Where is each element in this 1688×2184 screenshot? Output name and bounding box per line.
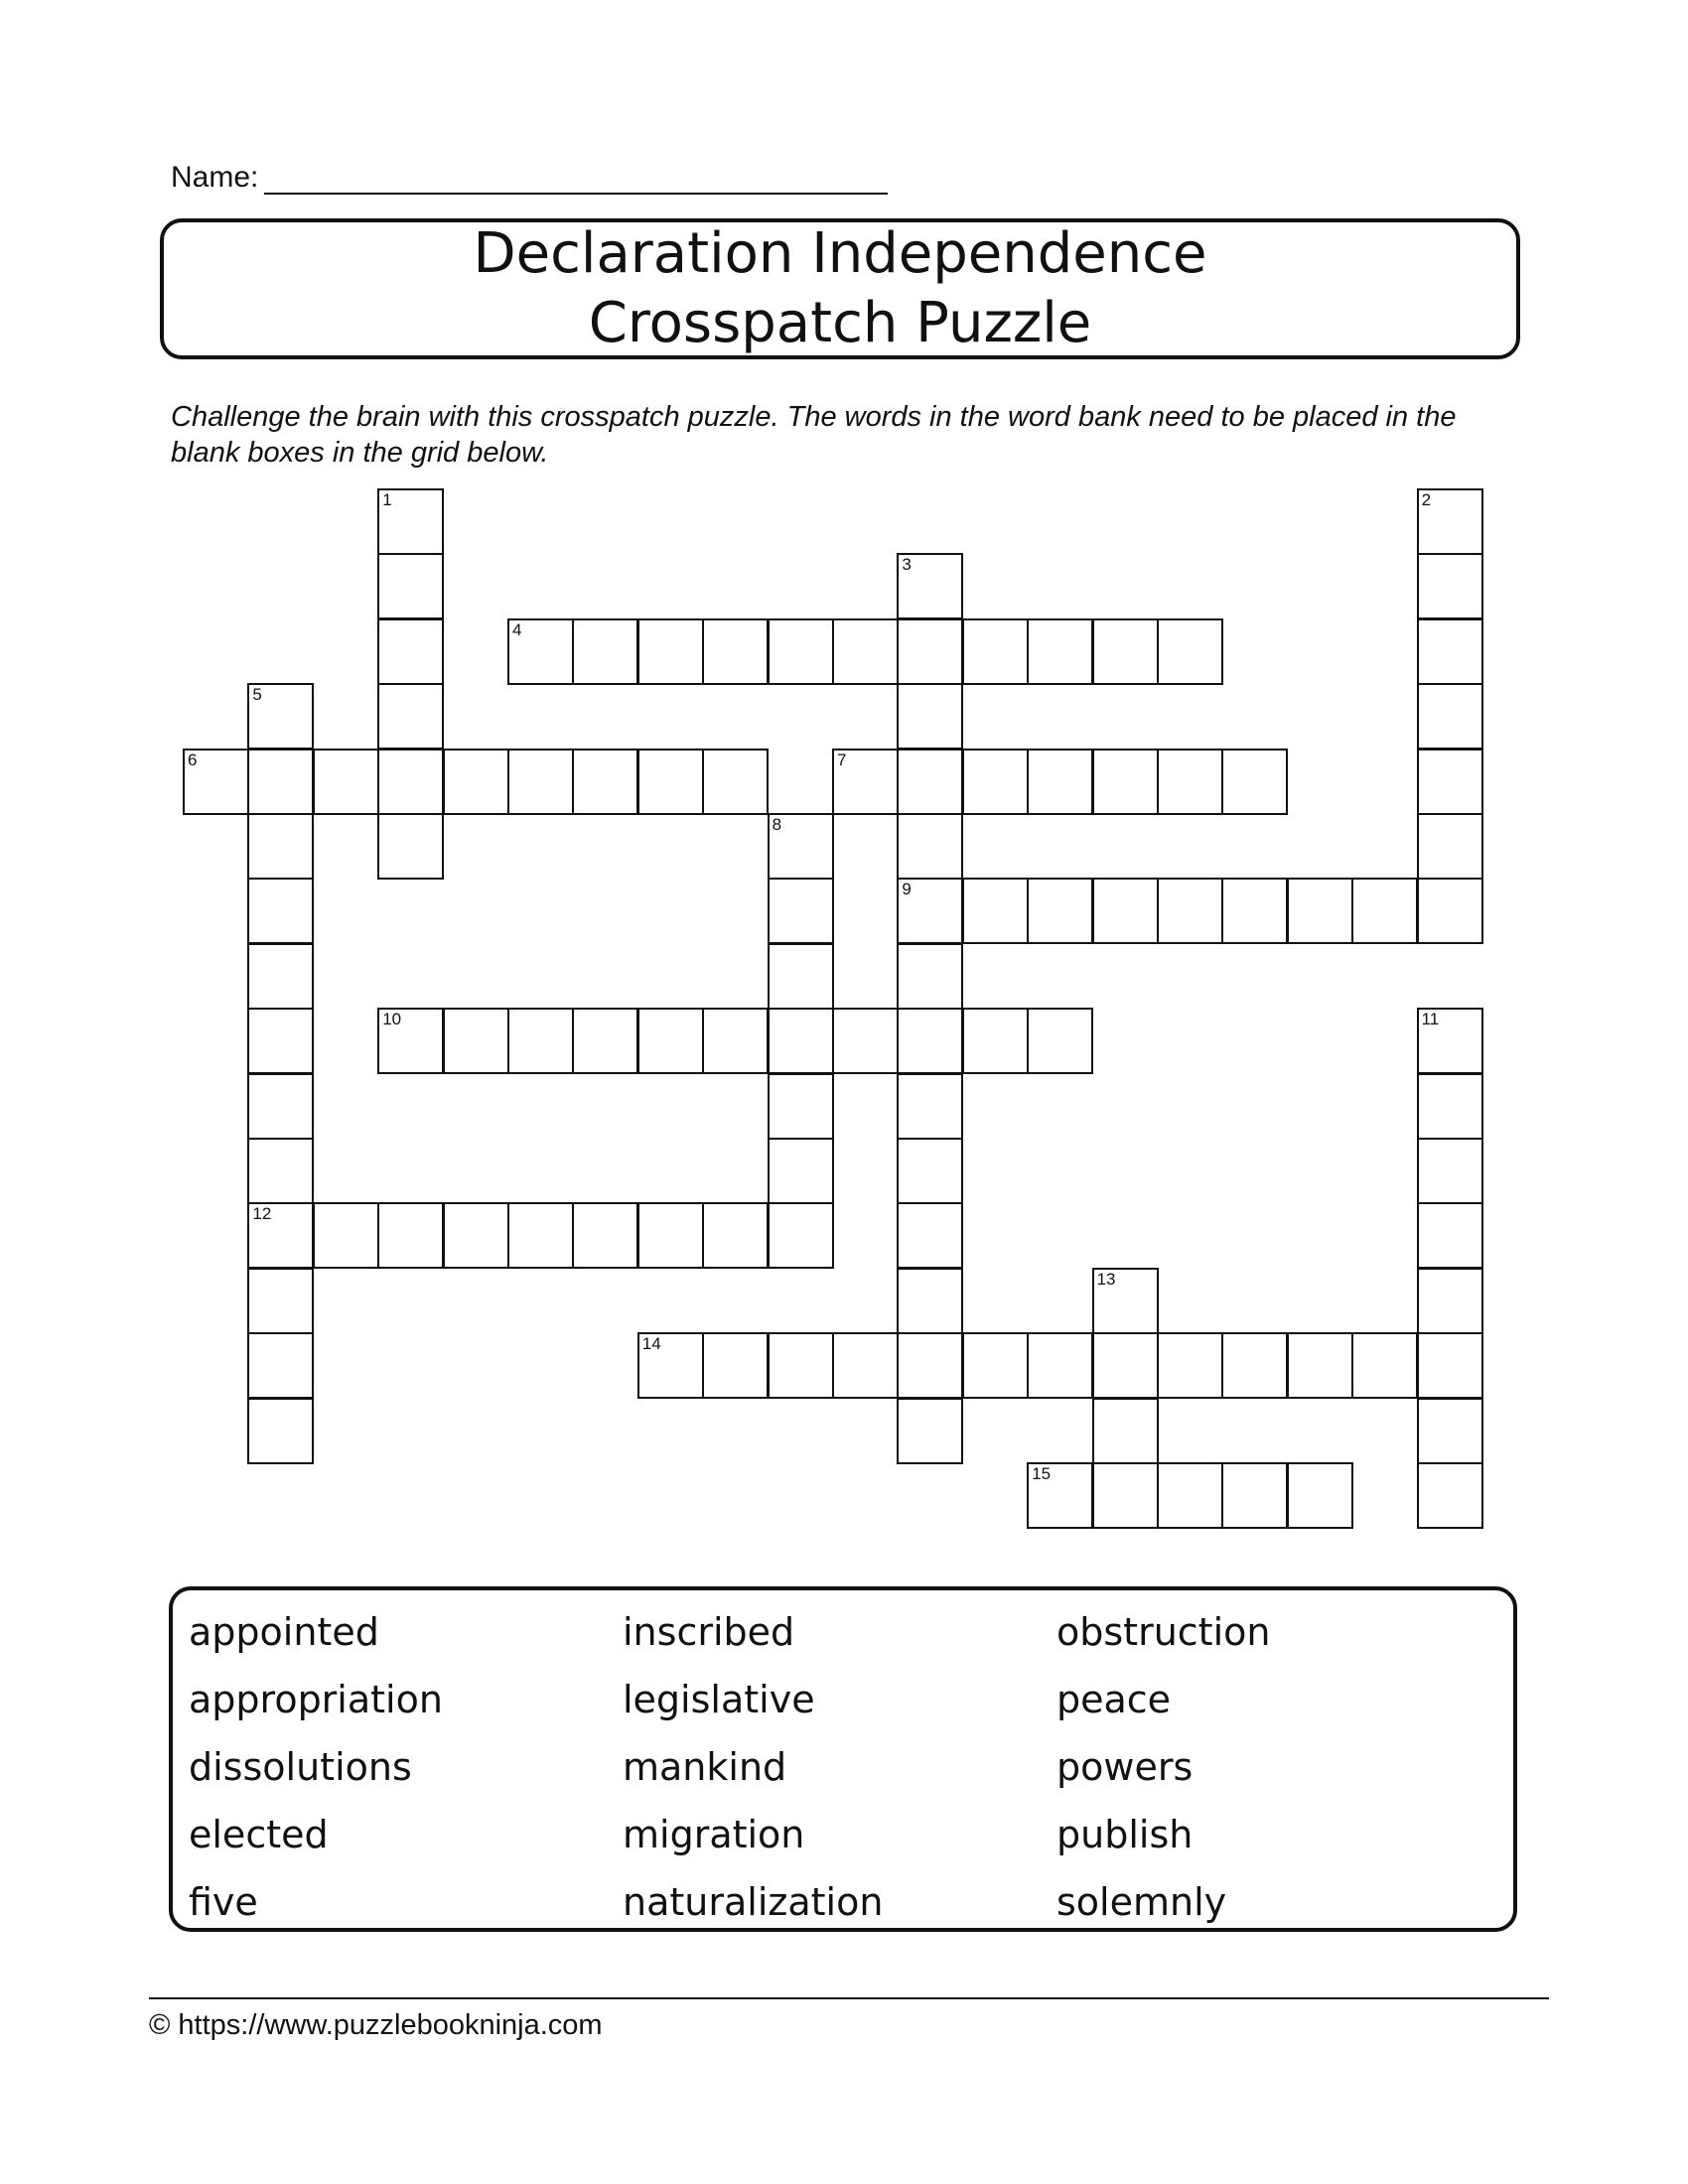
grid-cell[interactable] <box>247 943 314 1010</box>
grid-cell[interactable] <box>247 1268 314 1334</box>
clue-number: 3 <box>902 555 912 575</box>
grid-cell[interactable] <box>572 749 638 815</box>
title-line-2: Crosspatch Puzzle <box>588 291 1092 355</box>
word-bank-item: solemnly <box>1056 1880 1227 1924</box>
grid-cell[interactable] <box>832 618 899 685</box>
grid-cell[interactable] <box>1417 1332 1483 1399</box>
grid-cell[interactable] <box>377 488 444 555</box>
grid-cell[interactable] <box>1287 1462 1353 1529</box>
grid-cell[interactable] <box>1027 618 1093 685</box>
grid-cell[interactable] <box>1287 1332 1353 1399</box>
grid-cell[interactable] <box>1221 1332 1288 1399</box>
grid-cell[interactable] <box>247 1138 314 1204</box>
word-bank-item: appointed <box>189 1610 379 1654</box>
grid-cell[interactable] <box>832 1008 899 1074</box>
clue-number: 2 <box>1421 490 1432 509</box>
grid-cell[interactable] <box>507 1202 574 1269</box>
grid-cell[interactable] <box>572 618 638 685</box>
clue-number: 1 <box>382 490 392 509</box>
grid-cell[interactable] <box>702 1332 769 1399</box>
grid-cell[interactable] <box>897 1398 963 1464</box>
clue-number: 9 <box>902 880 912 899</box>
grid-cell[interactable] <box>247 1202 314 1269</box>
word-bank-item: naturalization <box>623 1880 884 1924</box>
grid-cell[interactable] <box>247 749 314 815</box>
grid-cell[interactable] <box>572 1202 638 1269</box>
grid-cell[interactable] <box>1027 1332 1093 1399</box>
grid-cell[interactable] <box>1417 878 1483 944</box>
grid-cell[interactable] <box>637 749 704 815</box>
grid-cell[interactable] <box>443 749 509 815</box>
grid-cell[interactable] <box>637 1202 704 1269</box>
grid-cell[interactable] <box>1417 1073 1483 1140</box>
grid-cell[interactable] <box>832 1332 899 1399</box>
word-bank-item: appropriation <box>189 1678 443 1721</box>
grid-cell[interactable] <box>1221 1462 1288 1529</box>
grid-cell[interactable] <box>702 1008 769 1074</box>
grid-cell[interactable] <box>313 749 379 815</box>
word-bank-item: obstruction <box>1056 1610 1271 1654</box>
grid-cell[interactable] <box>377 749 444 815</box>
word-bank-column-1 <box>189 1598 443 1936</box>
grid-cell[interactable] <box>637 1008 704 1074</box>
grid-cell[interactable] <box>507 618 574 685</box>
grid-cell[interactable] <box>247 683 314 750</box>
grid-cell[interactable] <box>247 1398 314 1464</box>
grid-cell[interactable] <box>702 749 769 815</box>
grid-cell[interactable] <box>1417 618 1483 685</box>
grid-cell[interactable] <box>768 1202 834 1269</box>
grid-cell[interactable] <box>897 749 963 815</box>
word-bank-item: legislative <box>623 1678 815 1721</box>
grid-cell[interactable] <box>443 1008 509 1074</box>
grid-cell[interactable] <box>702 618 769 685</box>
clue-number: 14 <box>641 1334 661 1354</box>
word-bank-item: peace <box>1056 1678 1172 1721</box>
grid-cell[interactable] <box>247 878 314 944</box>
word-bank-column-3 <box>1056 1598 1270 1936</box>
grid-cell[interactable] <box>1417 683 1483 750</box>
grid-cell[interactable] <box>768 618 834 685</box>
grid-cell[interactable] <box>1027 1008 1093 1074</box>
clue-number: 4 <box>512 619 522 639</box>
grid-cell[interactable] <box>1417 1462 1483 1529</box>
grid-cell[interactable] <box>1417 813 1483 880</box>
grid-cell[interactable] <box>1287 878 1353 944</box>
grid-cell[interactable] <box>377 1202 444 1269</box>
grid-cell[interactable] <box>897 943 963 1010</box>
grid-cell[interactable] <box>897 1268 963 1334</box>
name-label: Name: <box>171 161 259 194</box>
clue-number: 13 <box>1096 1269 1116 1289</box>
grid-cell[interactable] <box>768 1008 834 1074</box>
grid-cell[interactable] <box>768 813 834 880</box>
grid-cell[interactable] <box>377 813 444 880</box>
grid-cell[interactable] <box>637 1332 704 1399</box>
grid-cell[interactable] <box>313 1202 379 1269</box>
grid-cell[interactable] <box>897 1073 963 1140</box>
grid-cell[interactable] <box>247 1008 314 1074</box>
clue-number: 11 <box>1421 1010 1440 1029</box>
name-field[interactable] <box>171 161 888 195</box>
grid-cell[interactable] <box>1417 488 1483 555</box>
title-line-1: Declaration Independence <box>473 221 1207 286</box>
grid-cell[interactable] <box>1092 618 1159 685</box>
grid-cell[interactable] <box>897 553 963 619</box>
grid-cell[interactable] <box>377 618 444 685</box>
grid-cell[interactable] <box>377 553 444 619</box>
clue-number: 6 <box>188 750 198 769</box>
grid-cell[interactable] <box>1157 618 1223 685</box>
grid-cell[interactable] <box>1092 878 1159 944</box>
grid-cell[interactable] <box>897 1008 963 1074</box>
grid-cell[interactable] <box>1092 1462 1159 1529</box>
grid-cell[interactable] <box>1157 1462 1223 1529</box>
grid-cell[interactable] <box>443 1202 509 1269</box>
grid-cell[interactable] <box>572 1008 638 1074</box>
grid-cell[interactable] <box>897 1138 963 1204</box>
grid-cell[interactable] <box>1092 1332 1159 1399</box>
grid-cell[interactable] <box>1351 878 1418 944</box>
grid-cell[interactable] <box>247 1332 314 1399</box>
word-bank-item: elected <box>189 1813 329 1856</box>
grid-cell[interactable] <box>1417 749 1483 815</box>
grid-cell[interactable] <box>768 1073 834 1140</box>
grid-cell[interactable] <box>247 1073 314 1140</box>
grid-cell[interactable] <box>1221 749 1288 815</box>
grid-cell[interactable] <box>768 943 834 1010</box>
clue-number: 12 <box>252 1204 272 1224</box>
grid-cell[interactable] <box>768 1138 834 1204</box>
grid-cell[interactable] <box>507 1008 574 1074</box>
word-bank-column-2 <box>623 1598 883 1936</box>
grid-cell[interactable] <box>1027 878 1093 944</box>
grid-cell[interactable] <box>183 749 249 815</box>
grid-cell[interactable] <box>962 878 1029 944</box>
footer-divider <box>149 1997 1549 1999</box>
clue-number: 7 <box>837 750 847 769</box>
grid-cell[interactable] <box>637 618 704 685</box>
word-bank-item: powers <box>1056 1745 1194 1789</box>
clue-number: 15 <box>1032 1464 1052 1483</box>
word-bank-item: publish <box>1056 1813 1194 1856</box>
grid-cell[interactable] <box>377 683 444 750</box>
grid-cell[interactable] <box>1157 749 1223 815</box>
clue-number: 5 <box>252 685 262 705</box>
grid-cell[interactable] <box>897 1202 963 1269</box>
grid-cell[interactable] <box>1417 1268 1483 1334</box>
grid-cell[interactable] <box>768 1332 834 1399</box>
grid-cell[interactable] <box>897 813 963 880</box>
grid-cell[interactable] <box>1157 1332 1223 1399</box>
grid-cell[interactable] <box>1221 878 1288 944</box>
grid-cell[interactable] <box>1027 749 1093 815</box>
grid-cell[interactable] <box>962 1332 1029 1399</box>
grid-cell[interactable] <box>1417 553 1483 619</box>
word-bank-item: mankind <box>623 1745 787 1789</box>
grid-cell[interactable] <box>1417 1008 1483 1074</box>
grid-cell[interactable] <box>1417 1138 1483 1204</box>
word-bank-item: dissolutions <box>189 1745 412 1789</box>
grid-cell[interactable] <box>832 749 899 815</box>
grid-cell[interactable] <box>897 683 963 750</box>
grid-cell[interactable] <box>1417 1202 1483 1269</box>
grid-cell[interactable] <box>897 618 963 685</box>
clue-number: 8 <box>772 815 782 834</box>
grid-cell[interactable] <box>897 878 963 944</box>
grid-cell[interactable] <box>1157 878 1223 944</box>
grid-cell[interactable] <box>1351 1332 1418 1399</box>
grid-cell[interactable] <box>247 813 314 880</box>
word-bank-item: inscribed <box>623 1610 795 1654</box>
footer-copyright: © https://www.puzzlebookninja.com <box>149 2009 603 2041</box>
grid-cell[interactable] <box>702 1202 769 1269</box>
instructions: Challenge the brain with this crosspatch puzzle. The words in the word bank need to be placed in the blank boxes in the grid below. <box>171 401 1457 469</box>
grid-cell[interactable] <box>1092 749 1159 815</box>
grid-cell[interactable] <box>377 1008 444 1074</box>
grid-cell[interactable] <box>962 1008 1029 1074</box>
title-box <box>160 218 1520 359</box>
grid-cell[interactable] <box>1417 1398 1483 1464</box>
grid-cell[interactable] <box>1027 1462 1093 1529</box>
name-line[interactable] <box>264 163 888 195</box>
word-bank-item: five <box>189 1880 258 1924</box>
grid-cell[interactable] <box>962 618 1029 685</box>
grid-cell[interactable] <box>768 878 834 944</box>
grid-cell[interactable] <box>507 749 574 815</box>
word-bank-item: migration <box>623 1813 805 1856</box>
clue-number: 10 <box>382 1010 402 1029</box>
grid-cell[interactable] <box>1092 1268 1159 1334</box>
grid-cell[interactable] <box>962 749 1029 815</box>
grid-cell[interactable] <box>897 1332 963 1399</box>
grid-cell[interactable] <box>1092 1398 1159 1464</box>
word-bank <box>169 1586 1517 1932</box>
